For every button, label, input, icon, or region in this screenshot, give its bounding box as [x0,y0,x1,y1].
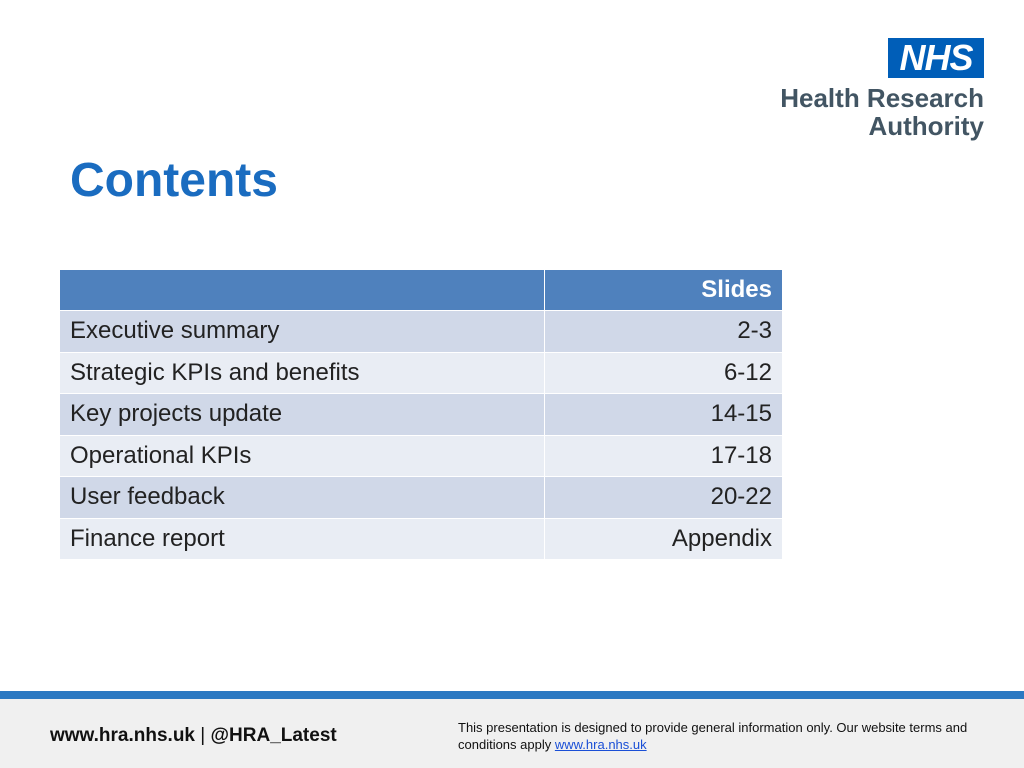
row-slides: 2-3 [545,311,783,353]
row-topic: User feedback [60,477,545,519]
footer-disclaimer [458,719,998,753]
table-row [60,477,783,519]
footer-twitter-handle[interactable]: @HRA_Latest [210,725,337,746]
footer-divider [0,691,1024,699]
row-slides: 20-22 [545,477,783,519]
row-topic: Key projects update [60,394,545,436]
row-topic: Operational KPIs [60,435,545,477]
table-row [60,311,783,353]
logo-org-line-1: Health Research [780,83,984,113]
header-topic [60,270,545,311]
hra-logo [774,38,984,144]
footer-contact [50,725,337,747]
footer [0,699,1024,768]
row-topic: Executive summary [60,311,545,353]
disclaimer-text: This presentation is designed to provide general information only. Our website terms and conditions apply [458,720,968,752]
footer-site-link[interactable]: www.hra.nhs.uk [50,725,195,746]
contents-table [59,269,783,560]
slide-title: Contents [70,154,278,207]
header-slides: Slides [545,270,783,311]
logo-org-line-2: Authority [868,111,984,141]
table-row [60,435,783,477]
footer-separator: | [200,725,206,746]
row-slides: 14-15 [545,394,783,436]
nhs-logo-box: NHS [888,38,984,78]
table-header-row [60,270,783,311]
row-slides: 6-12 [545,352,783,394]
table-row [60,352,783,394]
disclaimer-link[interactable]: www.hra.nhs.uk [554,737,647,752]
row-topic: Finance report [60,518,545,560]
row-slides: Appendix [545,518,783,560]
table-row [60,518,783,560]
row-slides: 17-18 [545,435,783,477]
table-row [60,394,783,436]
row-topic: Strategic KPIs and benefits [60,352,545,394]
